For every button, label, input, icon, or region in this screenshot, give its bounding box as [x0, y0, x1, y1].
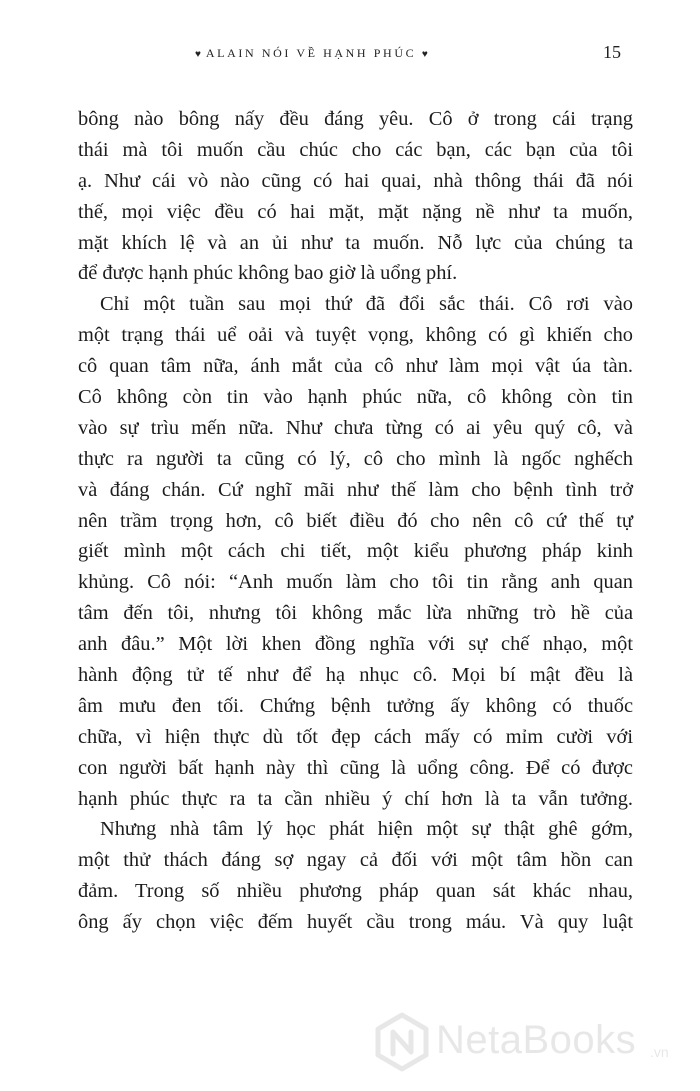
page-body: [78, 104, 633, 938]
text-line: một trạng thái uể oải và tuyệt vọng, không có gì khiến cho: [78, 324, 633, 347]
text-line: anh đâu.” Một lời khen đồng nghĩa với sự chế nhạo, một: [78, 633, 633, 656]
text-line: cô quan tâm nữa, ánh mắt của cô như làm mọi vật úa tàn.: [78, 355, 633, 378]
text-line: một thử thách đáng sợ ngay cả đối với một tâm hồn can: [78, 849, 633, 872]
running-title: ALAIN NÓI VỀ HẠNH PHÚC: [205, 46, 417, 60]
text-line: Nhưng nhà tâm lý học phát hiện một sự thật ghê gớm,: [100, 818, 633, 841]
text-line: thực ra người ta cũng có lý, cô cho mình là ngốc nghếch: [78, 447, 633, 470]
text-line: và đáng chán. Cứ nghĩ mãi như thế làm cho bệnh tình trở: [78, 478, 633, 501]
text-line: hành động tử tế như để hạ nhục cô. Mọi bí mật đều là: [78, 664, 633, 687]
text-line: khủng. Cô nói: “Anh muốn làm cho tôi tin rằng anh quan: [78, 571, 633, 594]
text-line: để được hạnh phúc không bao giờ là uổng phí.: [78, 262, 458, 285]
text-line: bông nào bông nấy đều đáng yêu. Cô ở trong cái trạng: [78, 108, 633, 130]
paragraph: [78, 289, 633, 814]
watermark-text: NetaBooks: [436, 1018, 637, 1062]
text-line: con người bất hạnh này thì cũng là uổng công. Để có được: [78, 756, 633, 779]
text-line: đảm. Trong số nhiều phương pháp quan sát khác nhau,: [78, 880, 633, 903]
watermark-suffix: .vn: [650, 1044, 669, 1060]
text-line: ông ấy chọn việc đếm huyết cầu trong máu. Và quy luật: [78, 911, 633, 934]
text-line: chữa, vì hiện thực dù tốt đẹp cách mấy có mỉm cười với: [78, 725, 633, 748]
paragraph: [78, 104, 633, 289]
text-line: thái mà tôi muốn cầu chúc cho các bạn, các bạn của tôi: [78, 138, 633, 161]
text-line: hạnh phúc thực ra ta cần nhiều ý chí hơn là ta vẫn tưởng.: [78, 787, 633, 810]
netabooks-watermark: [370, 1008, 690, 1078]
running-head: [195, 46, 428, 61]
heart-ornament-icon: ♥: [195, 49, 201, 60]
paragraph: [78, 814, 633, 938]
heart-ornament-icon: ♥: [421, 49, 428, 60]
page-header: [0, 42, 700, 68]
text-line: mặt khích lệ và an ủi như ta muốn. Nỗ lực của chúng ta: [78, 231, 633, 254]
text-line: vào sự trìu mến nữa. Như chưa từng có ai yêu quý cô, và: [78, 416, 633, 439]
text-line: giết mình một cách chi tiết, một kiểu phương pháp kinh: [78, 540, 633, 563]
text-line: nên trầm trọng hơn, cô biết điều đó cho nên cô cứ thế tự: [78, 509, 633, 532]
text-line: Chỉ một tuần sau mọi thứ đã đổi sắc thái. Cô rơi vào: [100, 293, 633, 316]
page-number: 15: [603, 42, 621, 62]
netabooks-n-logo-icon: [374, 1012, 430, 1072]
text-line: Cô không còn tin vào hạnh phúc nữa, cô không còn tin: [78, 386, 633, 409]
text-line: âm mưu đen tối. Chứng bệnh tưởng ấy không có thuốc: [78, 694, 633, 717]
text-line: thế, mọi việc đều có hai mặt, mặt nặng nề như ta muốn,: [78, 200, 633, 223]
text-line: tâm đến tôi, nhưng tôi không mắc lừa những trò hề của: [78, 602, 633, 625]
text-line: ạ. Như cái vò nào cũng có hai quai, nhà thông thái đã nói: [78, 169, 633, 192]
